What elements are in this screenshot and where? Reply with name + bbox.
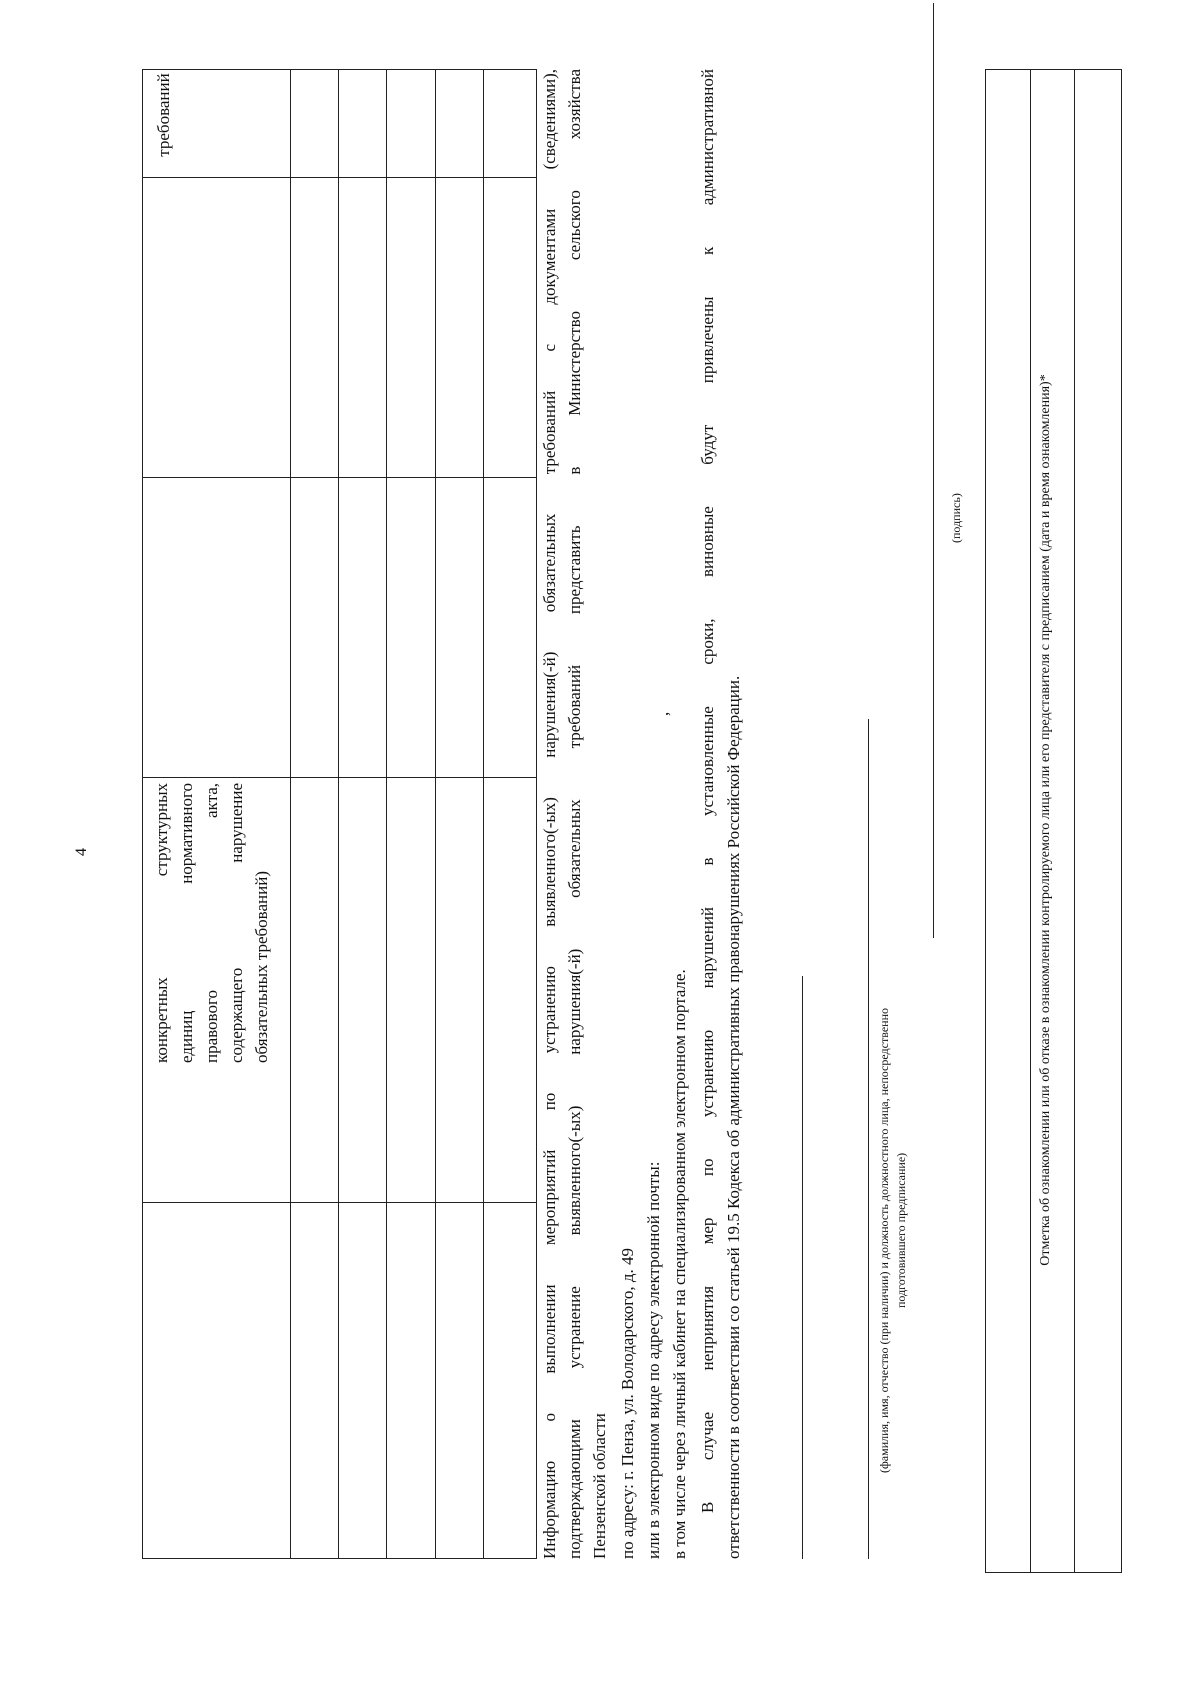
official-name-caption-2: подготовившего предписание) xyxy=(894,1152,908,1308)
signature-caption: (подпись) xyxy=(949,493,963,543)
table-cell-line: единиц нормативного xyxy=(177,783,196,1063)
blank-line xyxy=(802,976,803,1559)
warning-line-2: ответственности в соответствии со статьей 19.5 Кодекса об административных правонарушениях Российской Федерации. xyxy=(724,675,743,1559)
table-column-divider xyxy=(143,1202,536,1203)
portal-line: в том числе через личный кабинет на специализированном электронном портале. xyxy=(670,969,689,1559)
official-name-caption: (фамилия, имя, отчество (при наличии) и должность должностного лица, непосредственно xyxy=(877,1008,891,1473)
table-cell-requirements: требований xyxy=(154,73,173,157)
warning-line-1: В случае непринятия мер по устранению нарушений в установленные сроки, виновные будут привлечены к административной xyxy=(698,69,717,1513)
table-column-divider xyxy=(143,177,536,178)
table-cell-line: обязательных требований) xyxy=(252,871,271,1063)
violations-table xyxy=(142,69,537,1559)
table-row-divider xyxy=(290,70,291,1558)
address-line: по адресу: г. Пенза, ул. Володарского, д. 49 xyxy=(618,1248,637,1559)
official-name-line xyxy=(868,719,869,1559)
acknowledgment-box xyxy=(985,69,1122,1573)
email-line: или в электронном виде по адресу электронной почты: xyxy=(644,1161,663,1559)
info-line-3: Пензенской области xyxy=(590,1413,609,1559)
table-column-divider xyxy=(143,777,536,778)
table-row-divider xyxy=(483,70,484,1558)
page-number: 4 xyxy=(73,848,90,856)
info-line-1: Информацию о выполнении мероприятий по устранению выявленного(-ых) нарушения(-й) обязательных требований с документами (сведениями), xyxy=(540,69,559,1559)
acknowledgment-label: Отметка об ознакомлении или об отказе в ознакомлении контролируемого лица или его представителя с предписанием (дата и время ознакомления)* xyxy=(1038,374,1053,1266)
acknowledgment-row-divider xyxy=(1030,70,1031,1572)
table-row-divider xyxy=(435,70,436,1558)
table-cell-line: правового акта, xyxy=(202,783,221,1063)
table-cell-line: содержащего нарушение xyxy=(227,783,246,1063)
table-row-divider xyxy=(338,70,339,1558)
info-line-2: подтверждающими устранение выявленного(-ых) нарушения(-й) обязательных требований представить в Министерство сельского хозяйства xyxy=(565,69,584,1559)
table-row-divider xyxy=(386,70,387,1558)
signature-line xyxy=(933,3,934,938)
acknowledgment-row-divider xyxy=(1074,70,1075,1572)
table-cell-line: конкретных структурных xyxy=(152,783,171,1063)
table-column-divider xyxy=(143,477,536,478)
table-cell-legal-act xyxy=(149,783,274,1063)
email-comma: , xyxy=(653,711,672,716)
